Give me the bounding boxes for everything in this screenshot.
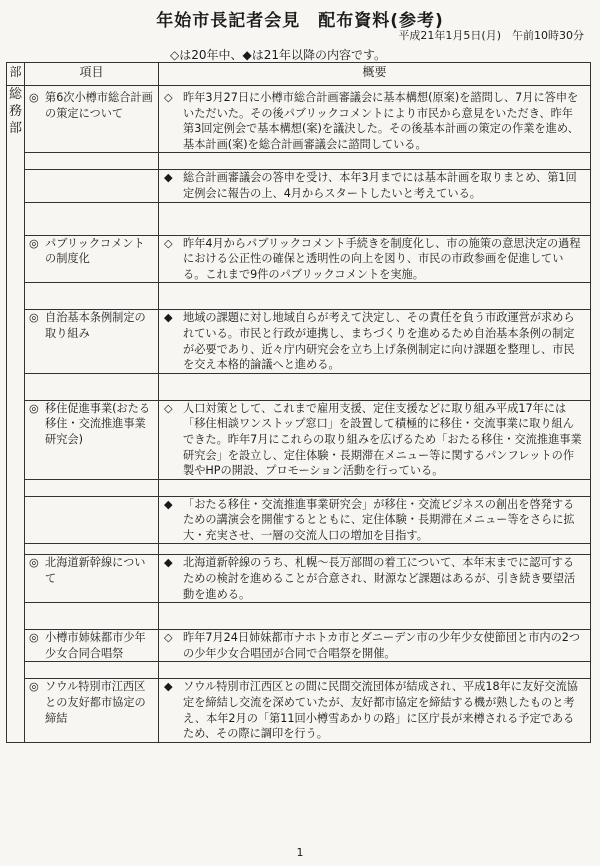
item-cell — [25, 630, 159, 662]
table-row — [7, 555, 591, 603]
circle-bullet-icon: ◎ — [29, 556, 39, 570]
circle-bullet-icon: ◎ — [29, 91, 39, 104]
desc-text: 北海道新幹線のうち、札幌～長万部間の着工について、本年末までに認可するための検討を進めることが合意され、財源など課題はあるが、引き続き要望活動を進める。 — [183, 556, 576, 601]
bullet-icon: ◇ — [164, 91, 173, 104]
desc-cell — [159, 555, 591, 603]
bullet-icon: ◇ — [164, 631, 173, 645]
dept-label: 総務部 — [8, 87, 22, 136]
item-label: 移住促進事業(おたる移住・交流推進事業研究会) — [45, 401, 151, 446]
table-row — [7, 235, 591, 283]
desc-text: 昨年7月24日姉妹都市ナホトカ市とダニーデン市の少年少女使節団と市内の2つの少年少女合唱団が合同で合唱祭を開催。 — [183, 631, 581, 660]
item-cell — [25, 86, 159, 153]
desc-text: 人口対策として、これまで雇用支援、定住支援などに取り組み平成17年には「移住相談ワンストップ窓口」を設置して積極的に移住・交流事業に取り組んできた。昨年7月にこれらの取り組みを広げるため「おたる移住・交流推進事業研究会」を設立し、定住体験・長期滞在メニュー等に関するパンフレットの作製やHPの開設、プロモーション活動を行っている。 — [183, 401, 582, 478]
bullet-icon: ◇ — [164, 401, 173, 415]
desc-text: 地域の課題に対し地域自らが考えて決定し、その責任を負う市政運営が求められている。市民と行政が連携し、まちづくりを進めるため自治基本条例の制定が必要であり、近々庁内研究会を立ち上げ条例制定に向け課題を整理し、市民を交え本格的論議へと進める。 — [183, 311, 575, 372]
desc-cell — [159, 235, 591, 283]
press-date: 平成21年1月5日(月) 午前10時30分 — [398, 29, 584, 42]
table-row — [7, 310, 591, 373]
table-row — [7, 86, 591, 153]
desc-text: ソウル特別市江西区との間に民間交流団体が結成され、平成18年に友好交流協定を締結し交流を深めていたが、友好都市協定を締結する機が熟したものと考え、本年2月の「第11回小樽雪あかりの路」に区庁長が来樽される予定であるため、その際に調印を行う。 — [183, 680, 578, 741]
item-label: ソウル特別市江西区との友好都市協定の締結 — [45, 680, 146, 725]
table-row — [7, 679, 591, 742]
bullet-icon: ◇ — [164, 236, 173, 250]
page-number: 1 — [296, 846, 304, 859]
table-header-row — [7, 63, 591, 86]
desc-cell — [159, 170, 591, 202]
legend-note: ◇は20年中、◆は21年以降の内容です。 — [170, 48, 387, 62]
item-label: 北海道新幹線について — [45, 556, 146, 586]
desc-cell — [159, 310, 591, 373]
circle-bullet-icon: ◎ — [29, 401, 39, 415]
desc-text: 総合計画審議会の答申を受け、本年3月までには基本計画を取りまとめ、第1回定例会に報告の上、4月からスタートしたいと考えている。 — [183, 171, 577, 200]
item-label: パブリックコメントの制度化 — [45, 236, 145, 266]
circle-bullet-icon: ◎ — [29, 236, 39, 250]
item-cell — [25, 235, 159, 283]
desc-cell — [159, 86, 591, 153]
item-label: 第6次小樽市総合計画の策定について — [45, 91, 153, 120]
desc-text: 昨年3月27日に小樽市総合計画審議会に基本構想(原案)を諮問し、7月に答申をいただいた。その後パブリックコメントにより市民から意見をいただき、昨年第3回定例会で基本構想(案)を議決した。その後基本計画の策定の作業を進め、基本計画(案)を総合計画審議会に諮問している。 — [183, 91, 579, 151]
table-row — [7, 496, 591, 544]
page-title: 年始市長記者会見 配布資料(参考) — [156, 11, 444, 31]
desc-cell — [159, 400, 591, 479]
item-cell — [25, 555, 159, 603]
summary-table — [6, 62, 591, 743]
bullet-icon: ◆ — [164, 680, 173, 694]
circle-bullet-icon: ◎ — [29, 311, 39, 325]
desc-cell — [159, 679, 591, 742]
header-item: 項目 — [25, 63, 159, 86]
item-cell — [25, 310, 159, 373]
table-row — [7, 170, 591, 202]
bullet-icon: ◆ — [164, 311, 173, 325]
desc-cell — [159, 496, 591, 544]
desc-text: 「おたる移住・交流推進事業研究会」が移住・交流ビジネスの創出を啓発するための講演会を開催するとともに、定住体験・長期滞在メニュー等をさらに拡大・充実させ、一層の交流人口の増加を目指す。 — [183, 497, 575, 542]
desc-text: 昨年4月からパブリックコメント手続きを制度化し、市の施策の意思決定の過程における公正性の確保と透明性の向上を図り、市民の市政参画を促進している。これまで9件のパブリックコメントを実施。 — [183, 236, 581, 281]
item-cell — [25, 679, 159, 742]
bullet-icon: ◆ — [164, 171, 173, 185]
header-dept: 部 — [7, 63, 25, 86]
circle-bullet-icon: ◎ — [29, 680, 39, 694]
item-cell — [25, 400, 159, 479]
header-summary: 概要 — [159, 63, 591, 86]
table-row — [7, 400, 591, 479]
table-row — [7, 630, 591, 662]
item-label: 小樽市姉妹都市少年少女合同合唱祭 — [45, 631, 146, 660]
dept-cell — [7, 86, 25, 743]
desc-cell — [159, 630, 591, 662]
bullet-icon: ◆ — [164, 497, 173, 511]
circle-bullet-icon: ◎ — [29, 631, 39, 645]
item-label: 自治基本条例制定の取り組み — [45, 311, 146, 340]
bullet-icon: ◆ — [164, 556, 173, 570]
